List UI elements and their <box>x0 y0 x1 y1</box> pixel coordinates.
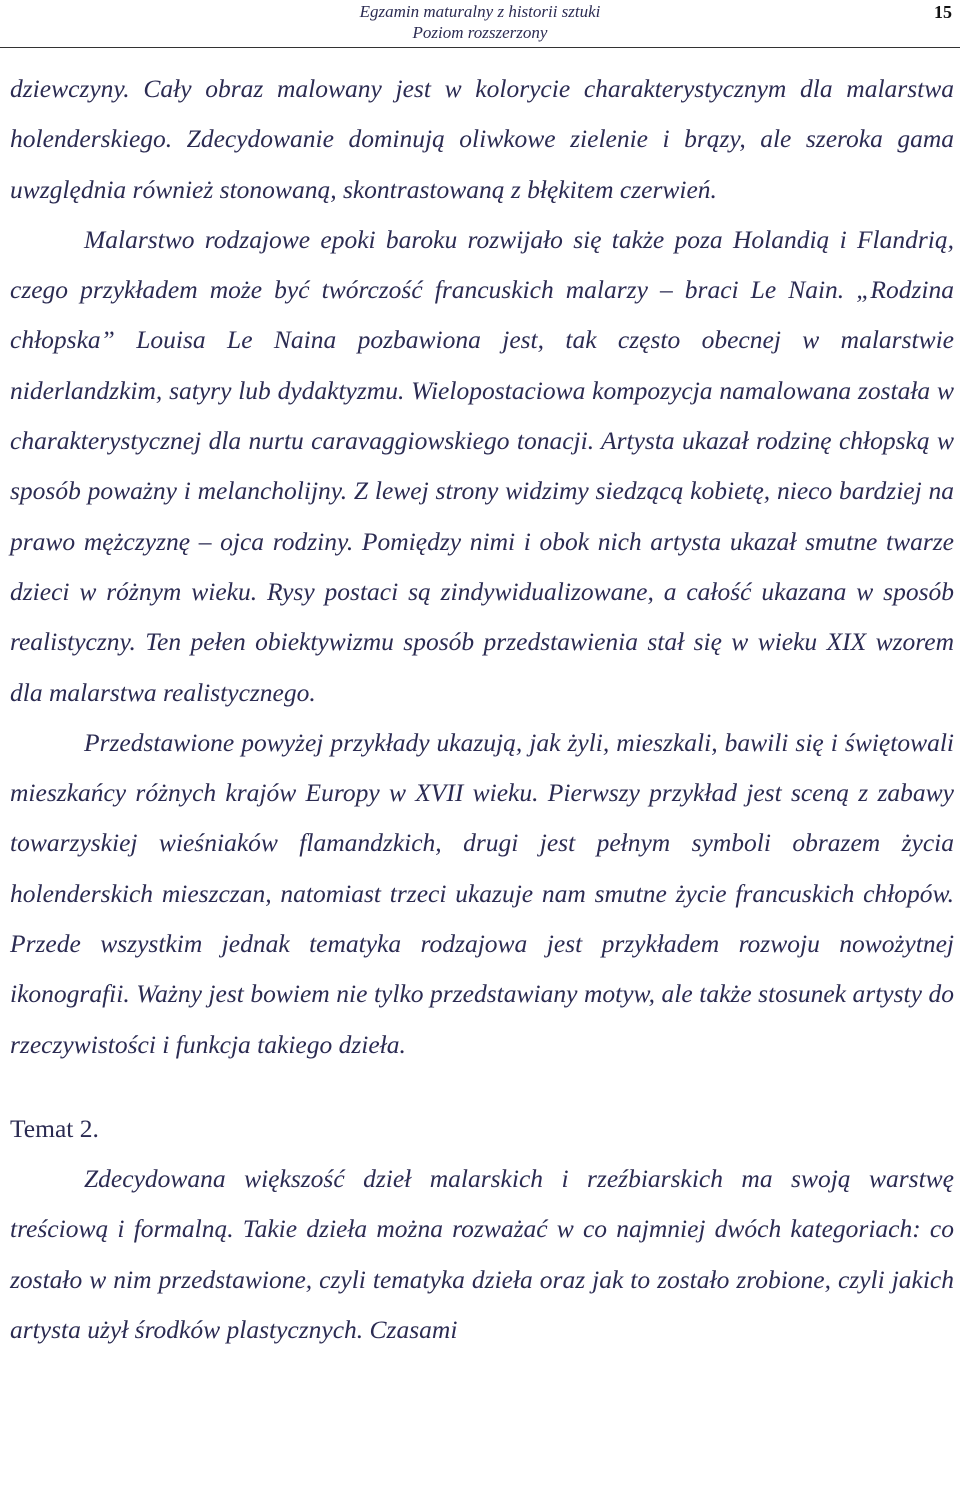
exam-title: Egzamin maturalny z historii sztuki <box>359 2 601 21</box>
page-number: 15 <box>934 2 952 22</box>
exam-level: Poziom rozszerzony <box>412 23 548 42</box>
paragraph-le-nain: Malarstwo rodzajowe epoki baroku rozwijało się także poza Holandią i Flandrią, czego przykładem może być twórczość francuskich malarzy – braci Le Nain. „Rodzina chłopska” Louisa Le Naina pozbawiona jest, tak często obecnej w malarstwie niderlandzkim, satyry lub dydaktyzmu. Wielopostaciowa kompozycja namalowana została w charakterystycznej dla nurtu caravaggiowskiego tonacji. Artysta ukazał rodzinę chłopską w sposób poważny i melancholijny. Z lewej strony widzimy siedzącą kobietę, nieco bardziej na prawo mężczyznę – ojca rodziny. Pomiędzy nimi i obok nich artysta ukazał smutne twarze dzieci w różnym wieku. Rysy postaci są zindywidualizowane, a całość ukazana w sposób realistyczny. Ten pełen obiektywizmu sposób przedstawienia stał się w wieku XIX wzorem dla malarstwa realistycznego. <box>10 224 954 707</box>
answer-text <box>10 64 954 1355</box>
page-header <box>0 0 960 48</box>
paragraph-topic-2: Zdecydowana większość dzieł malarskich i rzeźbiarskich ma swoją warstwę treściową i formalną. Takie dzieła można rozważać w co najmniej dwóch kategoriach: co zostało w nim przedstawione, czyli tematyka dzieła oraz jak to zostało zrobione, czyli jakich artysta użył środków plastycznych. Czasami <box>10 1163 954 1344</box>
paragraph-colour-description: dziewczyny. Cały obraz malowany jest w kolorycie charakterystycznym dla malarstwa holenderskiego. Zdecydowanie dominują oliwkowe zielenie i brązy, ale szeroka gama uwzględnia również stonowaną, skontrastowaną z błękitem czerwień. <box>10 74 954 204</box>
paragraph-summary: Przedstawione powyżej przykłady ukazują, jak żyli, mieszkali, bawili się i świętowali mieszkańcy różnych krajów Europy w XVII wieku. Pierwszy przykład jest sceną z zabawy towarzyskiej wieśniaków flamandzkich, drugi jest pełnym symboli obrazem życia holenderskich mieszczan, natomiast trzeci ukazuje nam smutne życie francuskich chłopów. Przede wszystkim jednak tematyka rodzajowa jest przykładem rozwoju nowożytnej ikonografii. Ważny jest bowiem nie tylko przedstawiany motyw, ale także stosunek artysty do rzeczywistości i funkcja takiego dzieła. <box>10 727 954 1059</box>
section-heading: Temat 2. <box>10 1113 99 1143</box>
